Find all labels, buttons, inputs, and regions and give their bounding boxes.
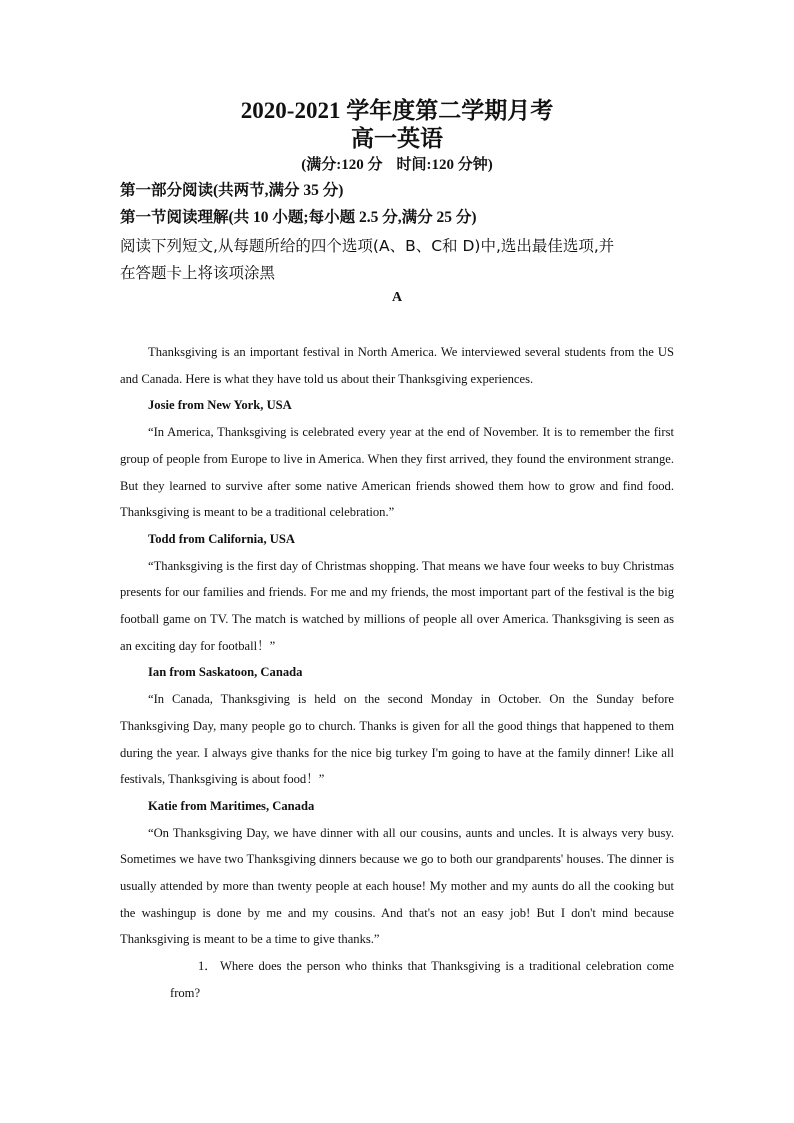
exam-title: 2020-2021 学年度第二学期月考 — [240, 98, 554, 123]
speaker-name: Ian from Saskatoon, Canada — [148, 665, 303, 680]
question-text: Where does the person who thinks that Thanksgiving is a traditional celebration come from? — [170, 959, 674, 1000]
passage-intro: Thanksgiving is an important festival in North America. We interviewed several students from the US and Canada. Here is what they have told us about their Thanksgiving experiences. — [120, 345, 674, 386]
speaker-name: Todd from California, USA — [148, 531, 295, 546]
time-label: 时间:120 分钟) — [396, 157, 493, 173]
exam-subject: 高一英语 — [351, 126, 443, 151]
question-number: 1． — [198, 959, 217, 974]
instructions-line-2: 在答题卡上将该项涂黑 — [120, 264, 276, 282]
passage-label: A — [391, 290, 403, 305]
speaker-name: Josie from New York, USA — [148, 398, 292, 413]
speaker-quote: “On Thanksgiving Day, we have dinner with all our cousins, aunts and uncles. It is always very busy. Sometimes we have two Thanksgiving dinners because we go to both our grandparents' houses. The dinner is usually attended by more than twenty people at each house! My mother and my aunts do all the cooking but the washingup is done by me and my cousins. And that's not an easy job! But I don't mind because Thanksgiving is meant to be a time to give thanks.” — [120, 825, 674, 947]
question-1 — [120, 953, 674, 1006]
speaker-name: Katie from Maritimes, Canada — [148, 798, 315, 813]
instructions-line-1: 阅读下列短文,从每题所给的四个选项(A、B、C和 D)中,选出最佳选项,并 — [120, 237, 615, 255]
speaker-quote: “In America, Thanksgiving is celebrated every year at the end of November. It is to remember the first group of people from Europe to live in America. When they first arrived, they found the environment strange. But they learned to survive after some native American friends showed them how to grow and find food. Thanksgiving is meant to be a traditional celebration.” — [120, 425, 674, 520]
speaker-quote: “In Canada, Thanksgiving is held on the second Monday in October. On the Sunday before Thanksgiving Day, many people go to church. Thanks is given for all the good things that happened to them during the year. I always give thanks for the nice big turkey I'm going to have at the family dinner! Like all festivals, Thanksgiving is about food！” — [120, 692, 674, 787]
section-heading: 第一节阅读理解(共 10 小题;每小题 2.5 分,满分 25 分) — [120, 209, 477, 226]
exam-score-time — [0, 154, 794, 176]
part-heading: 第一部分阅读(共两节,满分 35 分) — [120, 182, 344, 199]
score-label: (满分:120 分 — [301, 157, 383, 173]
instructions — [120, 233, 680, 287]
passage-body — [120, 339, 674, 1007]
speaker-quote: “Thanksgiving is the first day of Christmas shopping. That means we have four weeks to buy Christmas presents for our families and friends. For me and my friends, the most important part of the festival is the big football game on TV. The match is watched by millions of people all over America. Thanksgiving is seen as an exciting day for football！” — [120, 558, 674, 653]
